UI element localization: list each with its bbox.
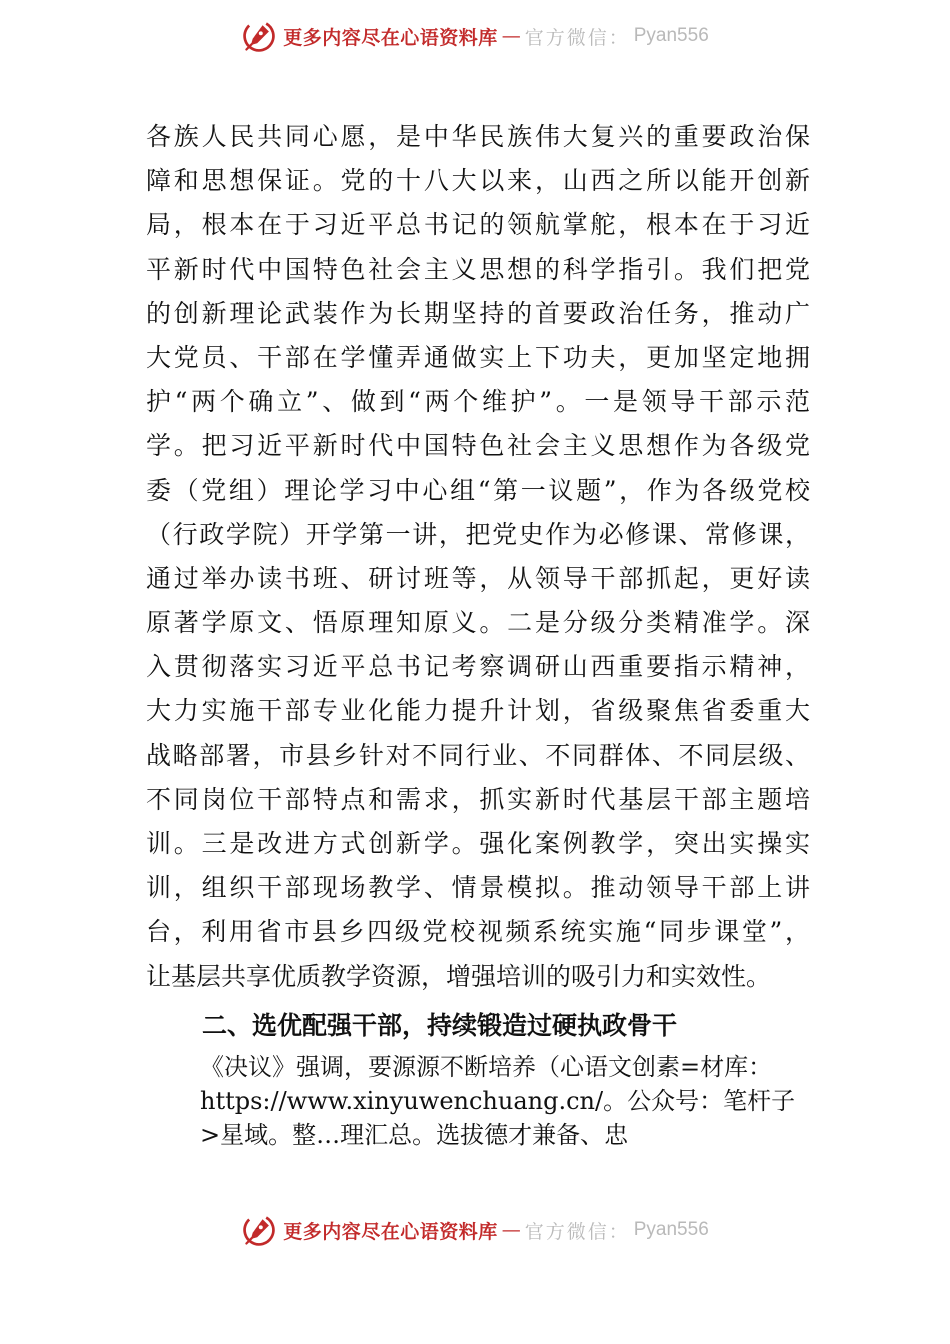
footer-banner (0, 1208, 950, 1252)
text-line: 战略部署，市县乡针对不同行业、不同群体、不同层级、 (146, 740, 810, 770)
text-line: https://www.xinyuwenchuang.cn/。公众号：笔杆子 (200, 1087, 796, 1115)
text-line: 障和思想保证。党的十八大以来，山西之所以能开创新 (146, 166, 810, 196)
section-heading: 二、选优配强干部，持续锻造过硬执政骨干 (202, 1011, 678, 1040)
wechat-label: 官方微信： (524, 1220, 630, 1243)
brand-name: 更多内容尽在心语资料库 (283, 1220, 498, 1243)
pen-nib-logo-icon (241, 18, 277, 54)
text-line: 各族人民共同心愿，是中华民族伟大复兴的重要政治保 (146, 122, 810, 151)
text-line: >星域。整…理汇总。选拔德才兼备、忠 (200, 1121, 629, 1149)
text-line: 委（党组）理论学习中心组“第一议题”，作为各级党校 (146, 475, 810, 505)
text-line: 不同岗位干部特点和需求，抓实新时代基层干部主题培 (146, 784, 810, 814)
banner-dash: — (501, 25, 521, 47)
wechat-id: Pyan556 (633, 25, 709, 46)
wechat-id: Pyan556 (633, 1219, 709, 1240)
text-line: 学。把习近平新时代中国特色社会主义思想作为各级党 (146, 431, 810, 461)
text-line: 台，利用省市县乡四级党校视频系统实施“同步课堂”， (146, 917, 810, 947)
wechat-label: 官方微信： (524, 26, 630, 49)
text-line: 原著学原文、悟原理知原义。二是分级分类精准学。深 (146, 608, 810, 638)
text-line: 训。三是改进方式创新学。强化案例教学，突出实操实 (146, 829, 810, 858)
text-line: 平新时代中国特色社会主义思想的科学指引。我们把党 (146, 254, 810, 284)
text-line: 局，根本在于习近平总书记的领航掌舵，根本在于习近 (146, 210, 810, 240)
text-line: 《决议》强调，要源源不断培养（心语文创素=材库： (200, 1053, 773, 1081)
brand-name: 更多内容尽在心语资料库 (283, 26, 498, 49)
text-line: 入贯彻落实习近平总书记考察调研山西重要指示精神， (146, 652, 810, 682)
pen-nib-logo-icon (241, 1212, 277, 1248)
text-line: 让基层共享优质教学资源，增强培训的吸引力和实效性。 (146, 961, 772, 991)
text-line: 大力实施干部专业化能力提升计划，省级聚焦省委重大 (146, 696, 810, 726)
text-line: 的创新理论武装作为长期坚持的首要政治任务，推动广 (146, 298, 810, 328)
text-line: 护“两个确立”、做到“两个维护”。一是领导干部示范 (146, 387, 810, 417)
second-paragraph (200, 1050, 822, 1152)
text-line: （行政学院）开学第一讲，把党史作为必修课、常修课， (146, 519, 810, 549)
text-line: 通过举办读书班、研讨班等，从领导干部抓起，更好读 (146, 563, 810, 593)
body-paragraph (146, 115, 810, 999)
text-line: 大党员、干部在学懂弄通做实上下功夫，更加坚定地拥 (146, 342, 810, 372)
header-banner (0, 14, 950, 58)
text-line: 训，组织干部现场教学、情景模拟。推动领导干部上讲 (146, 873, 810, 903)
banner-dash: — (501, 1219, 521, 1241)
